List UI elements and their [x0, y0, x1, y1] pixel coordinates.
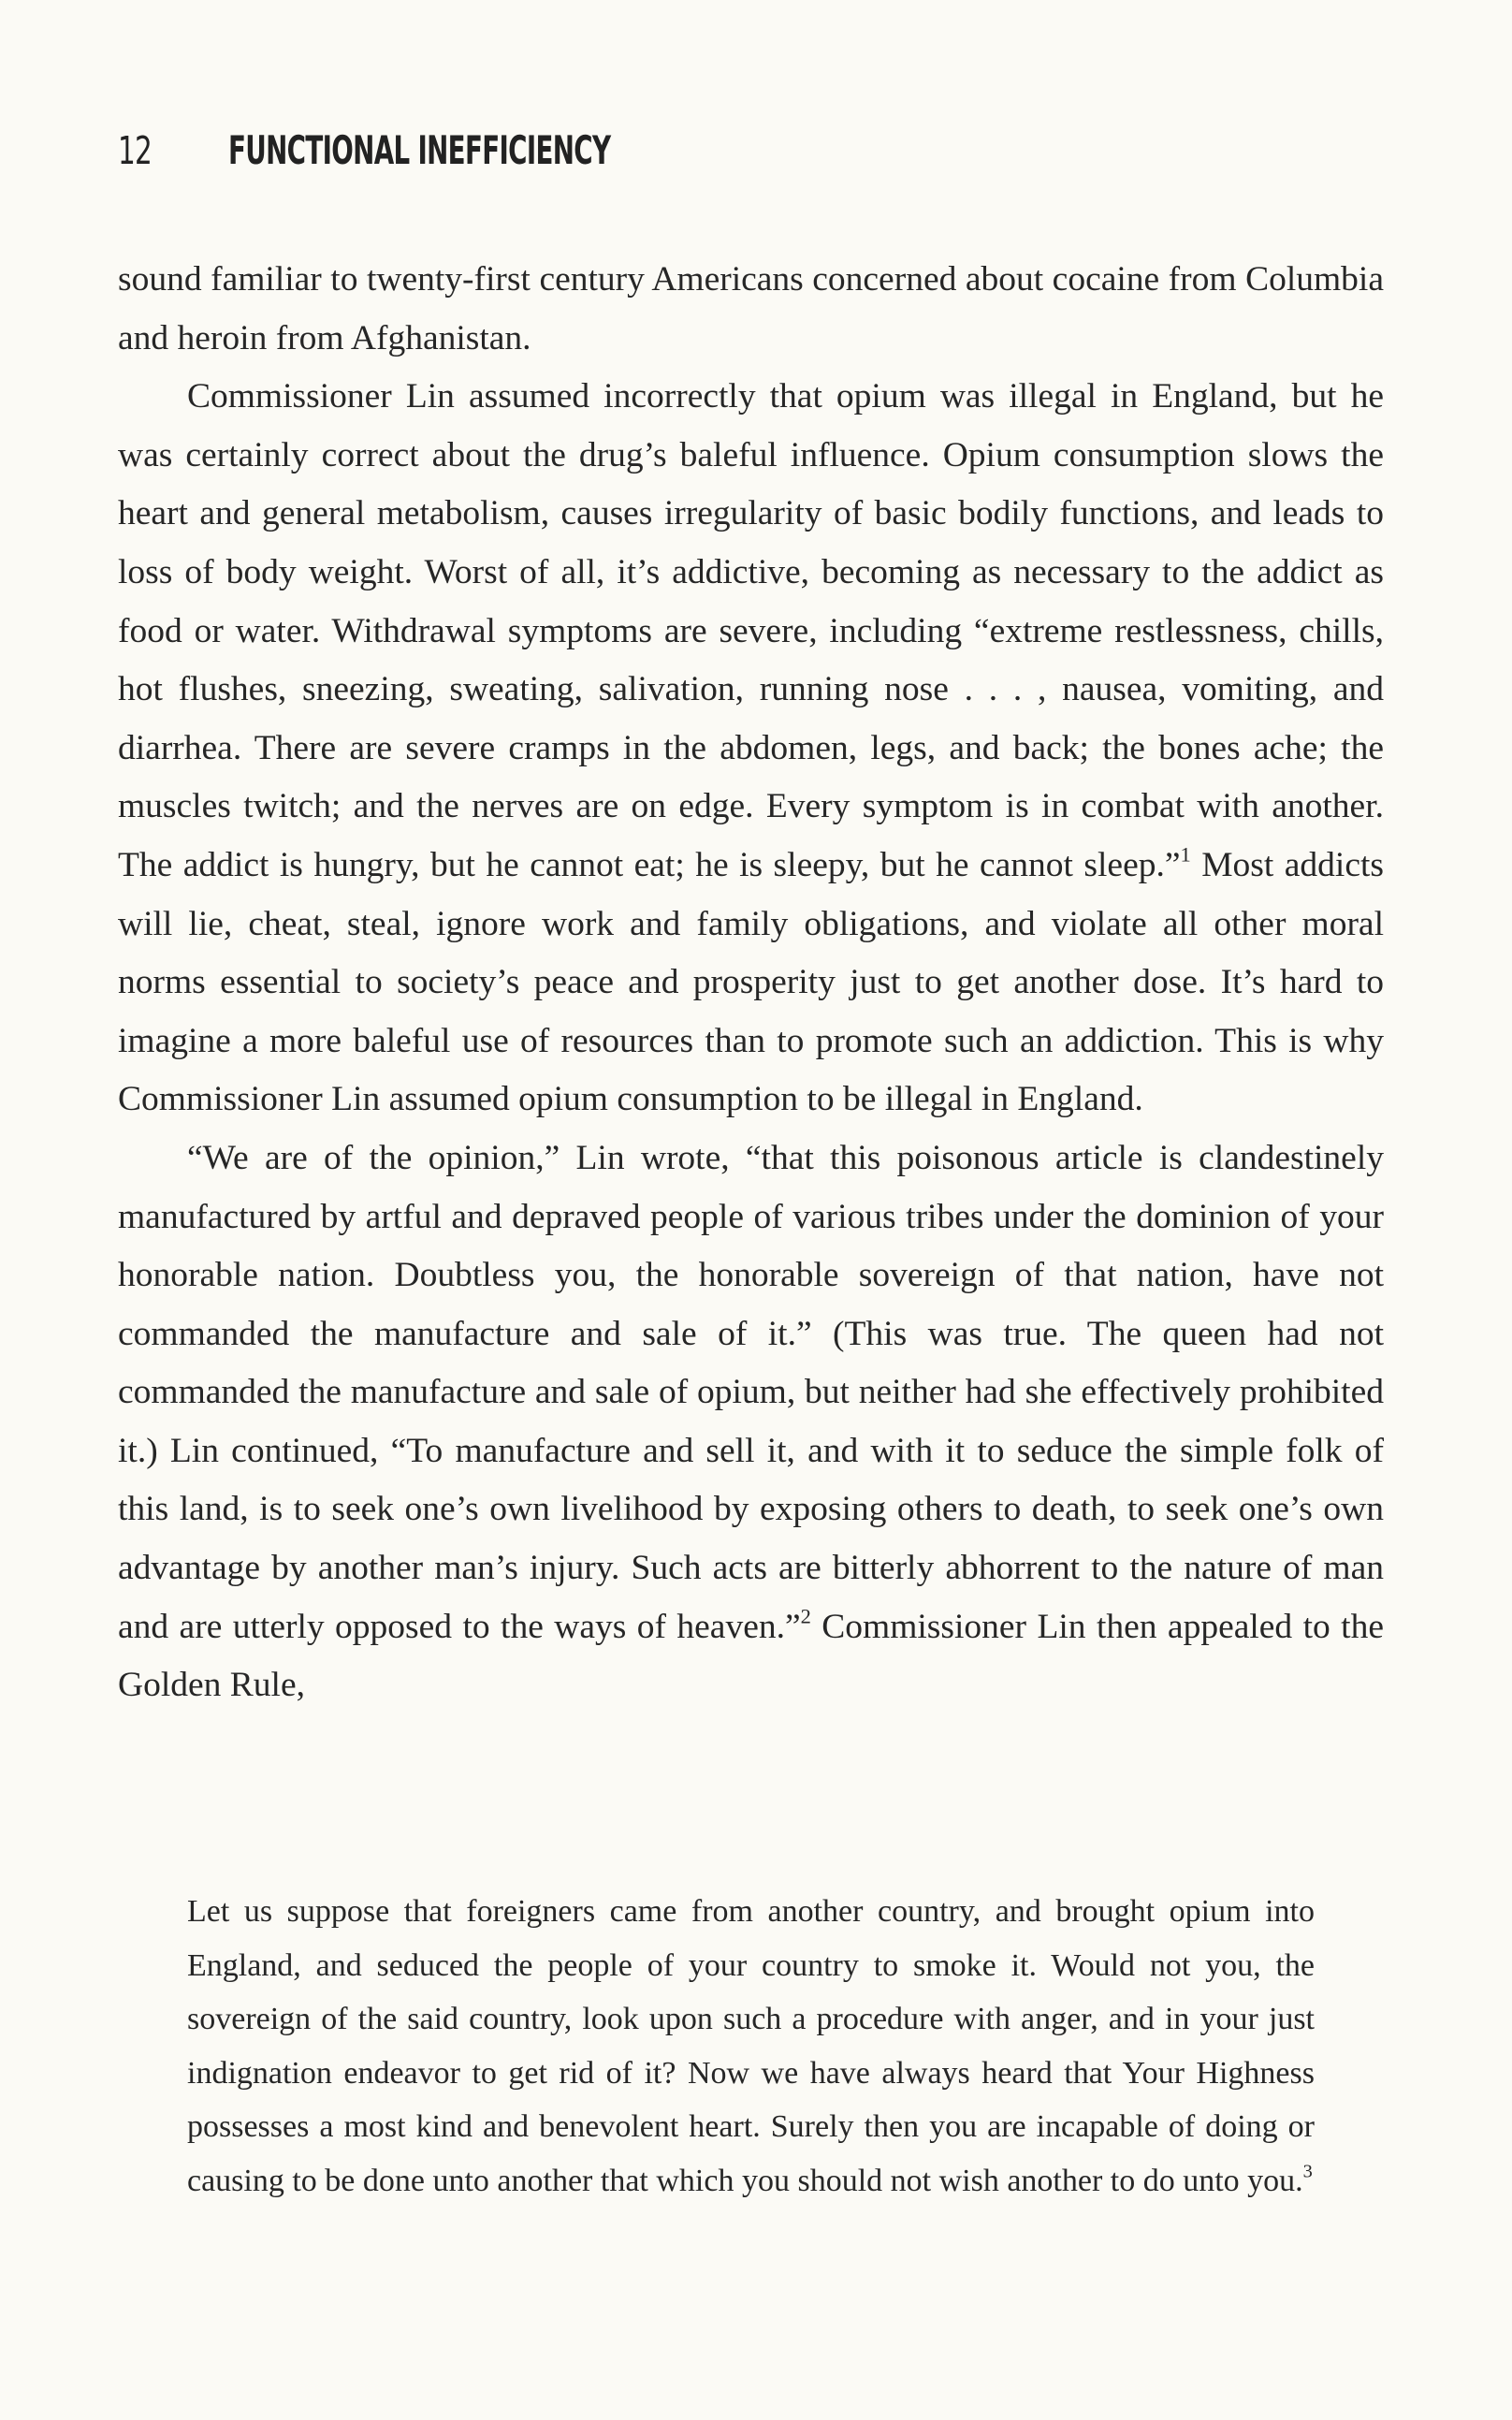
block-quote	[187, 1885, 1315, 2209]
page-number: 12	[118, 128, 153, 173]
footnote-marker: 3	[1302, 2161, 1313, 2182]
paragraph-text-continued: Commissioner Lin then appealed to the Golden Rule,	[118, 1607, 1384, 1705]
paragraph-text-continued: Most addicts will lie, cheat, steal, ignore work and family obligations, and violate all other moral norms essential to society’s peace and prosperity just to get another dose. It’s hard to imagine a more baleful use of resources than to promote such an addiction. This is why Commissioner Lin assumed opium consumption to be illegal in England.	[118, 845, 1385, 1119]
body-text	[118, 251, 1384, 1715]
running-head-title: FUNCTIONAL INEFFICIENCY	[228, 127, 611, 173]
paragraph	[118, 251, 1384, 368]
paragraph-text: Commissioner Lin assumed incorrectly that opium was illegal in England, but he was certainly correct about the drug’s baleful influence. Opium consumption slows the heart and general metabolism, causes irregularity of basic bodily functions, and leads to loss of body weight. Worst of all, it’s addictive, becoming as necessary to the addict as food or water. Withdrawal symptoms are severe, including “extreme restlessness, chills, hot flushes, sneezing, sweating, salivation, running nose . . . , nausea, vomiting, and diarrhea. There are severe cramps in the abdomen, legs, and back; the bones ache; the muscles twitch; and the nerves are on edge. Every symptom is in combat with another. The addict is hungry, but he cannot eat; he is sleepy, but he cannot sleep.”	[118, 377, 1384, 884]
footnote-marker: 2	[800, 1603, 811, 1627]
footnote-marker: 1	[1180, 842, 1191, 867]
block-quote-text: Let us suppose that foreigners came from another country, and brought opium into England, and seduced the people of your country to smoke it. Would not you, the sovereign of the said country, look upon such a procedure with anger, and in your just indignation endeavor to get rid of it? Now we have always heard that Your Highness possesses a most kind and benevolent heart. Surely then you are incapable of doing or causing to be done unto another that which you should not wish another to do unto you.	[187, 1894, 1315, 2198]
paragraph-text: sound familiar to twenty-first century Americans concerned about cocaine from Columbia and heroin from Afghanistan.	[118, 260, 1384, 357]
running-head	[118, 127, 807, 183]
paragraph	[118, 1130, 1384, 1715]
paragraph	[118, 368, 1384, 1130]
paragraph-text: “We are of the opinion,” Lin wrote, “that this poisonous article is clandestinely manufactured by artful and depraved people of various tribes under the dominion of your honorable nation. Doubtless you, the honorable sovereign of that nation, have not commanded the manufacture and sale of it.” (This was true. The queen had not commanded the manufacture and sale of opium, but neither had she effectively prohibited it.) Lin continued, “To manufacture and sell it, and with it to seduce the simple folk of this land, is to seek one’s own livelihood by exposing others to death, to seek one’s own advantage by another man’s injury. Such acts are bitterly abhorrent to the nature of man and are utterly opposed to the ways of heaven.”	[118, 1138, 1384, 1646]
block-quote-paragraph	[187, 1885, 1315, 2209]
